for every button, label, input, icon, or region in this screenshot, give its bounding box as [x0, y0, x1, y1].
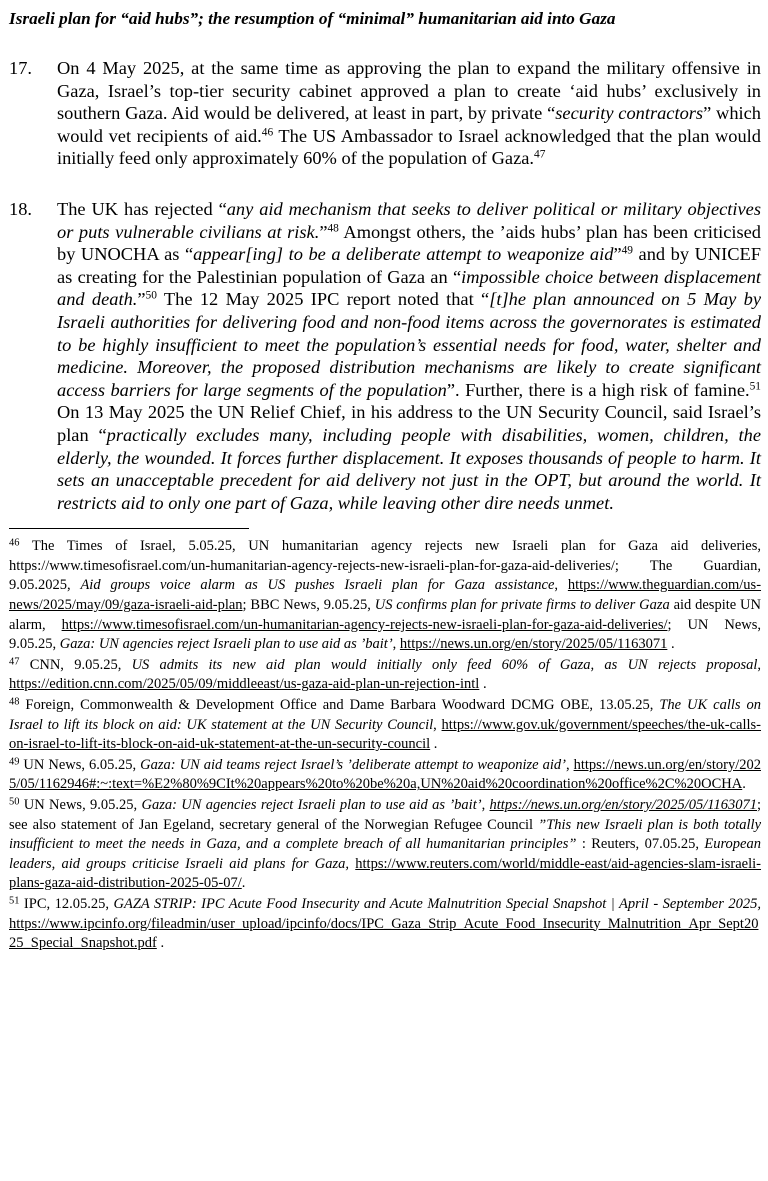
footnote-title: 2025,	[728, 895, 761, 912]
footnote-link[interactable]: https://www.gov.uk/government/speeches/the-uk-calls-on-israel-to-lift-its-block-on-aid-uk-statement-at-the-un-security-council	[9, 716, 762, 753]
footnote-title: The UK calls on Israel to lift its block on aid: UK statement at the UN Security Council	[9, 697, 761, 733]
footnote-title: Aid groups voice alarm as US pushes Israeli plan for Gaza assistance	[80, 577, 555, 594]
footnote-title: Gaza: UN aid teams reject Israel’s ’deliberate attempt to weaponize aid’	[140, 756, 566, 773]
footnote-text: ,	[433, 716, 442, 733]
footnote-text: Foreign, Commonwealth & Development Office and Dame Barbara Woodward DCMG OBE, 13.05.25,	[19, 697, 660, 714]
text-run: The US Ambassador to Israel acknowledged that the plan would initially feed only approximately 60% of the population of Gaza.	[57, 125, 761, 169]
footnote-text: ,	[392, 636, 400, 653]
document-page	[9, 8, 761, 954]
paragraph-number: 17.	[9, 58, 32, 78]
footnote-text: ; UN News, 9.05.25,	[9, 616, 761, 653]
footnote-separator	[9, 528, 249, 529]
footnote-48	[9, 696, 761, 755]
footnote-text: ,	[481, 797, 490, 813]
paragraph-18	[9, 198, 761, 514]
text-run: ”. Further, there is a high risk of famine.	[446, 379, 750, 400]
footnote-number: 51	[9, 895, 20, 907]
footnote-title: Gaza: UN agencies reject Israeli plan to use aid as ’bait’	[141, 797, 482, 813]
quote-text: [t]he plan announced on 5 May by Israeli authorities for delivering food and non-food items across the governorates is estimated to be highly insufficient to meet the population’s essential needs for food, water, shelter and medicine. Moreover, the proposed distribution mechanisms are likely to create significant access barriers for large segments of the population	[57, 289, 761, 400]
text-run: On 13 May 2025 the UN Relief Chief, in his address to the UN Security Council, said Israel’s plan “	[57, 402, 761, 445]
paragraph-text	[57, 198, 761, 514]
footnote-text: .	[479, 676, 487, 693]
paragraph-text	[57, 57, 761, 170]
footnote-link[interactable]: https://news.un.org/en/story/2025/05/1162946#:~:text=%E2%80%9CIt%20appears%20to%20be%20a,UN%20aid%20coordination%20office%2C%20OCHA	[9, 756, 761, 793]
text-run: Amongst others, the ’aids hubs’ plan has been criticised by UNOCHA as “	[57, 221, 761, 265]
footnote-47	[9, 656, 761, 695]
footnote-51	[9, 895, 761, 915]
footnote-link[interactable]: https://www.ipcinfo.org/fileadmin/user_upload/ipcinfo/docs/IPC_Gaza_Strip_Acute_Food_Insecurity_Malnutrition_Apr_Sept2025_Special_Snapshot.pdf	[9, 915, 759, 952]
footnote-ref[interactable]: 47	[534, 149, 546, 162]
footnote-link[interactable]: https://www.reuters.com/world/middle-east/aid-agencies-slam-israeli-plans-gaza-aid-distribution-2025-05-07/	[9, 855, 762, 892]
footnote-text: ,	[757, 656, 761, 673]
footnote-link[interactable]: https://news.un.org/en/story/2025/05/1163071	[489, 797, 757, 813]
footnote-text: : Reuters, 07.05.25,	[576, 836, 705, 853]
footnote-text: .	[156, 935, 165, 952]
text-run: On 4 May 2025, at the same time as approving the plan to expand the military offensive in Gaza, Israel’s top-tier security cabinet approved a plan to create ‘aid hubs’ exclusively in southern Gaza. Aid would be delivered, at least in part, by private “	[57, 58, 761, 124]
footnote-text: .	[241, 875, 246, 892]
footnote-text: ,	[554, 577, 568, 594]
footnote-number: 49	[9, 756, 20, 768]
footnote-link[interactable]: https://www.timesofisrael.com/un-humanitarian-agency-rejects-new-israeli-plan-for-gaza-aid-deliveries/	[61, 616, 668, 633]
text-run: ”	[137, 289, 146, 310]
footnote-quote: ”This new Israeli plan is both totally insufficient to meet the needs in Gaza, and a complete breach of all humanitarian principles”	[9, 816, 761, 853]
footnote-text: aid despite UN alarm,	[9, 597, 761, 633]
text-run: and by UNICEF as creating for the Palestinian population of Gaza an “	[57, 244, 761, 287]
text-run: ”	[613, 244, 622, 265]
footnote-text: IPC, 12.05.25,	[19, 895, 114, 912]
text-run: ” which would vet recipients of aid.	[57, 103, 761, 146]
quote-text: practically excludes many, including people with disabilities, women, children, the elderly, the wounded. It forces further displacement. It exposes thousands of people to harm. It sets an unacceptable precedent for aid delivery not just in the OPT, but around the world. It restricts aid to only one part of Gaza, while leaving other dire needs unmet.	[57, 424, 761, 513]
footnote-text: UN News, 9.05.25,	[19, 797, 142, 813]
footnote-text: UN News, 6.05.25,	[19, 756, 141, 773]
paragraph-17	[9, 57, 761, 170]
quote-text: impossible choice between displacement and death.	[57, 266, 761, 310]
footnote-ref[interactable]: 51	[749, 380, 761, 393]
footnote-49	[9, 756, 761, 795]
footnote-title: US admits its new aid plan would initially only feed 60% of Gaza, as UN rejects proposal	[131, 656, 758, 673]
footnote-title: European leaders, aid groups criticise Israeli aid plans for Gaza,	[9, 836, 761, 872]
footnote-text: ; see also statement of Jan Egeland, secretary general of the Norwegian Refugee Council	[9, 797, 762, 833]
footnote-title: US confirms plan for private firms to deliver Gaza	[374, 597, 670, 614]
paragraph-number: 18.	[9, 198, 32, 219]
footnote-number: 48	[9, 696, 20, 708]
section-heading: Israeli plan for “aid hubs”; the resumption of “minimal” humanitarian aid into Gaza	[9, 9, 616, 28]
footnote-link[interactable]: https://www.theguardian.com/us-news/2025/may/09/gaza-israeli-aid-plan	[9, 577, 762, 614]
footnote-ref[interactable]: 49	[621, 244, 633, 257]
footnote-text: .	[667, 636, 675, 653]
footnote-number: 50	[9, 796, 20, 808]
footnote-text: ,	[565, 756, 574, 773]
quote-text: security contractors	[555, 103, 704, 124]
footnote-title: GAZA STRIP: IPC Acute Food Insecurity and Acute Malnutrition Special Snapshot | April - September	[113, 895, 724, 912]
footnote-link[interactable]: https://news.un.org/en/story/2025/05/1163071	[399, 636, 668, 653]
footnote-text: .	[430, 736, 438, 753]
footnote-number: 47	[9, 656, 20, 668]
footnote-ref[interactable]: 50	[145, 290, 157, 303]
footnote-link[interactable]: https://edition.cnn.com/2025/05/09/middleeast/us-gaza-aid-plan-un-rejection-intl	[9, 676, 480, 693]
footnote-46	[9, 537, 761, 655]
quote-text: any aid mechanism that seeks to deliver political or military objectives or puts vulnerable civilians at risk.	[57, 198, 761, 242]
footnote-text: ; BBC News, 9.05.25,	[242, 597, 375, 614]
footnote-text: .	[742, 776, 746, 793]
footnote-ref[interactable]: 46	[261, 126, 274, 139]
text-run: The UK has rejected “	[57, 198, 227, 219]
footnote-50	[9, 796, 761, 894]
footnote-ref[interactable]: 48	[327, 222, 339, 235]
footnote-text: CNN, 9.05.25,	[19, 656, 132, 673]
text-run: The 12 May 2025 IPC report noted that “	[156, 289, 490, 310]
quote-text: appear[ing] to be a deliberate attempt to weaponize aid	[193, 244, 614, 265]
footnote-51-link-line	[9, 915, 761, 954]
footnote-title: Gaza: UN agencies reject Israeli plan to use aid as ’bait’	[59, 636, 393, 653]
footnote-text: The Times of Israel, 5.05.25, UN humanitarian agency rejects new Israeli plan for Gaza aid deliveries, https://www.timesofisrael.com/un-humanitarian-agency-rejects-new-israeli-plan-for-gaza-aid-deliveries/; The Guardian, 9.05.2025,	[9, 538, 761, 594]
text-run: ”	[319, 221, 328, 242]
footnote-number: 46	[9, 537, 20, 549]
